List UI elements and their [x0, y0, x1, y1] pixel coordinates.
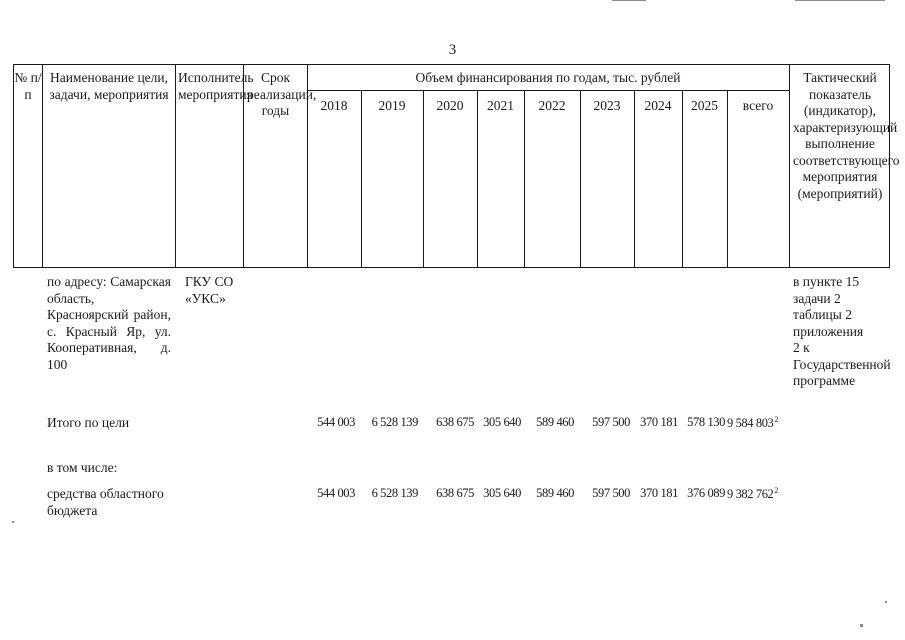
header-name: Наименование цели, задачи, мероприятия: [49, 70, 169, 102]
total-2024: 370 181: [640, 415, 678, 429]
year-2023: 2023: [593, 98, 621, 113]
header-term: Срок реализации, годы: [247, 70, 317, 118]
year-divider: [682, 90, 683, 268]
total-2025: 578 130: [687, 415, 725, 429]
row-regional-budget-label: средства областного бюджета: [47, 486, 164, 518]
year-divider: [477, 90, 478, 268]
scan-mark: [795, 0, 885, 1]
year-divider: [423, 90, 424, 268]
budget-sum-value: 9 382 762: [727, 487, 774, 501]
year-2019: 2019: [378, 98, 406, 113]
year-divider: [524, 90, 525, 268]
column-divider: [175, 64, 176, 268]
column-divider: [789, 64, 790, 268]
budget-2024: 370 181: [640, 486, 678, 500]
header-number: № п/п: [14, 70, 42, 102]
header-executor: Исполнитель мероприятия: [178, 70, 254, 102]
total-2023: 597 500: [592, 415, 630, 429]
budget-2019: 6 528 139: [371, 486, 418, 500]
header-financing: Объем финансирования по годам, тыс. рублей: [415, 70, 681, 85]
year-divider: [361, 90, 362, 268]
year-2025: 2025: [691, 98, 718, 113]
budget-2018: 544 003: [317, 486, 355, 500]
year-total: всего: [742, 98, 774, 113]
budget-2021: 305 640: [483, 486, 521, 500]
year-2018: 2018: [320, 98, 348, 113]
budget-2023: 597 500: [592, 486, 630, 500]
scan-speck: [12, 521, 14, 523]
row-including-label: в том числе:: [47, 460, 118, 475]
total-sum-footnote: 2: [774, 415, 779, 424]
year-divider: [727, 90, 728, 268]
total-sum-value: 9 584 803: [727, 416, 774, 430]
budget-2022: 589 460: [536, 486, 574, 500]
measure-address: по адресу: Самарская область, Красноярский район, с. Красный Яр, ул. Кооперативная, д. 100: [47, 274, 171, 372]
measure-indicator: в пункте 15 задачи 2 таблицы 2 приложения 2 к Государственной программе: [793, 274, 891, 388]
year-2022: 2022: [538, 98, 566, 113]
budget-2020: 638 675: [436, 486, 474, 500]
total-2021: 305 640: [483, 415, 521, 429]
budget-sum: [727, 486, 789, 502]
row-total-label: Итого по цели: [47, 415, 130, 430]
scan-speck: [860, 624, 863, 627]
total-2022: 589 460: [536, 415, 574, 429]
measure-executor: ГКУ СО «УКС»: [185, 274, 234, 306]
budget-2025: 376 089: [687, 486, 725, 500]
year-divider: [634, 90, 635, 268]
year-2024: 2024: [644, 98, 672, 113]
scan-mark: [612, 0, 646, 1]
column-divider: [42, 64, 43, 268]
total-2019: 6 528 139: [371, 415, 418, 429]
year-2021: 2021: [487, 98, 514, 113]
year-2020: 2020: [436, 98, 464, 113]
scan-speck: [885, 601, 887, 603]
financing-subheader-line: [307, 90, 789, 91]
total-2020: 638 675: [436, 415, 474, 429]
table-header-bottom-border: [13, 267, 889, 268]
page-number: 3: [448, 42, 457, 58]
header-indicator: Тактический показатель (индикатор), характеризующий выполнение соответствующего мероприятия (мероприятий): [793, 70, 900, 201]
total-2018: 544 003: [317, 415, 355, 429]
budget-sum-footnote: 2: [774, 486, 779, 495]
total-sum: [727, 415, 789, 431]
year-divider: [580, 90, 581, 268]
table-top-border: [13, 64, 889, 65]
